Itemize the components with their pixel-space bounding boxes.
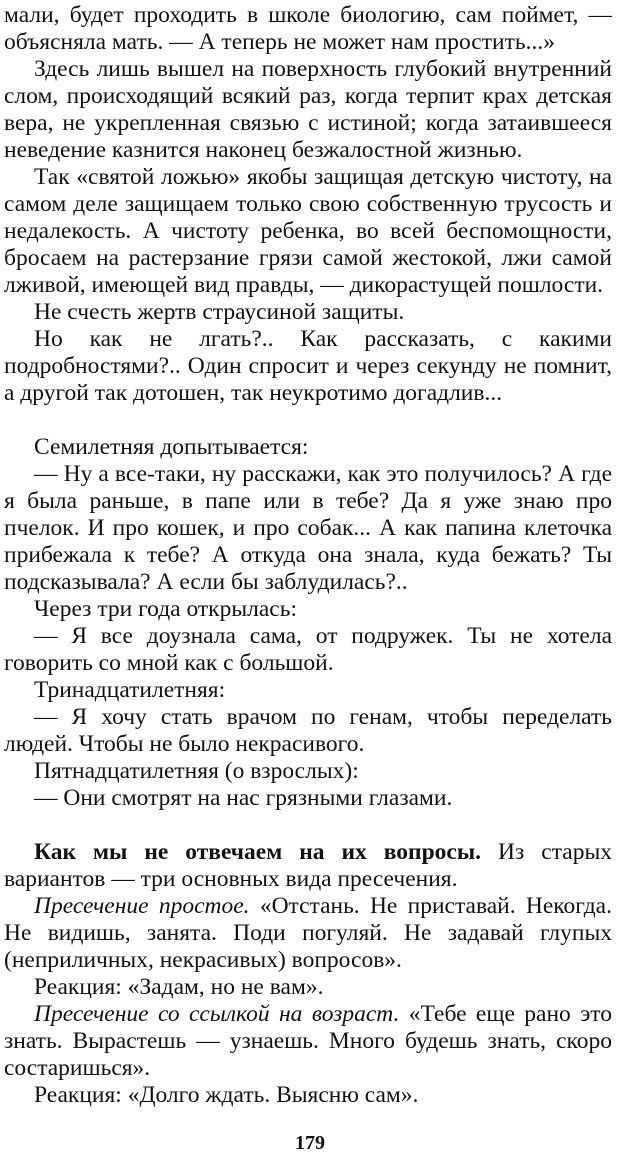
paragraph-17-text: «Тебе еще рано это знать. Вырастешь — узнаешь. Много будешь знать, скоро состаришься».: [4, 1001, 612, 1081]
section-gap: [4, 812, 612, 839]
paragraph-3: Так «святой ложью» якобы защищая детскую чистоту, на самом деле защищаем только свою собственную трусость и недалекость. А чистоту ребенка, во всей беспомощности, бросаем на растерзание грязи самой жестокой, лжи самой лживой, имеющей вид правды, — дикорастущей пошлости.: [4, 164, 612, 298]
paragraph-16: Реакция: «Задам, но не вам».: [34, 974, 324, 1000]
section-gap: [4, 407, 612, 434]
paragraph-12: Пятнадцатилетняя (о взрослых):: [34, 758, 359, 784]
paragraph-6: Семилетняя допытывается:: [34, 434, 309, 460]
paragraph-14-text: Из старых вариантов — три основных вида пресечения.: [4, 839, 612, 892]
paragraph-15: [4, 893, 612, 974]
paragraph-13: — Они смотрят на нас грязными глазами.: [34, 785, 453, 811]
paragraph-5: Но как не лгать?.. Как рассказать, с какими подробностями?.. Один спросит и через секунду не помнит, а другой так дотошен, так неукротимо догадлив...: [4, 326, 612, 406]
paragraph-9: — Я все доузнала сама, от подружек. Ты не хотела говорить со мной как с большой.: [4, 623, 612, 676]
paragraph-10: Тринадцатилетняя:: [34, 677, 226, 703]
paragraph-14: [4, 839, 612, 893]
paragraph-18: Реакция: «Долго ждать. Выясню сам».: [34, 1082, 419, 1108]
paragraph-7: — Ну а все-таки, ну расскажи, как это получилось? А где я была раньше, в папе или в тебе? Да я уже знаю про пчелок. И про кошек, и про собак... А как папина клеточка прибежала к тебе? А откуда она знала, куда бежать? Ты подсказывала? А если бы заблудилась?..: [4, 461, 612, 595]
paragraph-8: Через три года открылась:: [34, 596, 297, 622]
page-number: 179: [295, 1132, 325, 1154]
term-age-suppression: Пресечение со ссылкой на возраст.: [34, 1001, 400, 1027]
paragraph-11: — Я хочу стать врачом по генам, чтобы переделать людей. Чтобы не было некрасивого.: [4, 704, 612, 757]
paragraph-1: мали, будет проходить в школе биологию, сам поймет, — объясняла мать. — А теперь не может нам простить...»: [4, 2, 612, 55]
term-simple-suppression: Пресечение простое.: [34, 893, 250, 919]
paragraph-15-text: «Отстань. Не приставай. Некогда. Не видишь, занята. Поди погуляй. Не задавай глупых (неприличных, некрасивых) вопросов».: [4, 893, 612, 973]
paragraph-4: Не счесть жертв страусиной защиты.: [34, 299, 405, 325]
section-heading: Как мы не отвечаем на их вопросы.: [34, 839, 482, 865]
paragraph-17: [4, 1001, 612, 1082]
paragraph-2: Здесь лишь вышел на поверхность глубокий внутренний слом, происходящий всякий раз, когда терпит крах детская вера, не укрепленная связью с истиной; когда затаившееся неведение казнится наконец безжалостной жизнью.: [4, 56, 612, 163]
